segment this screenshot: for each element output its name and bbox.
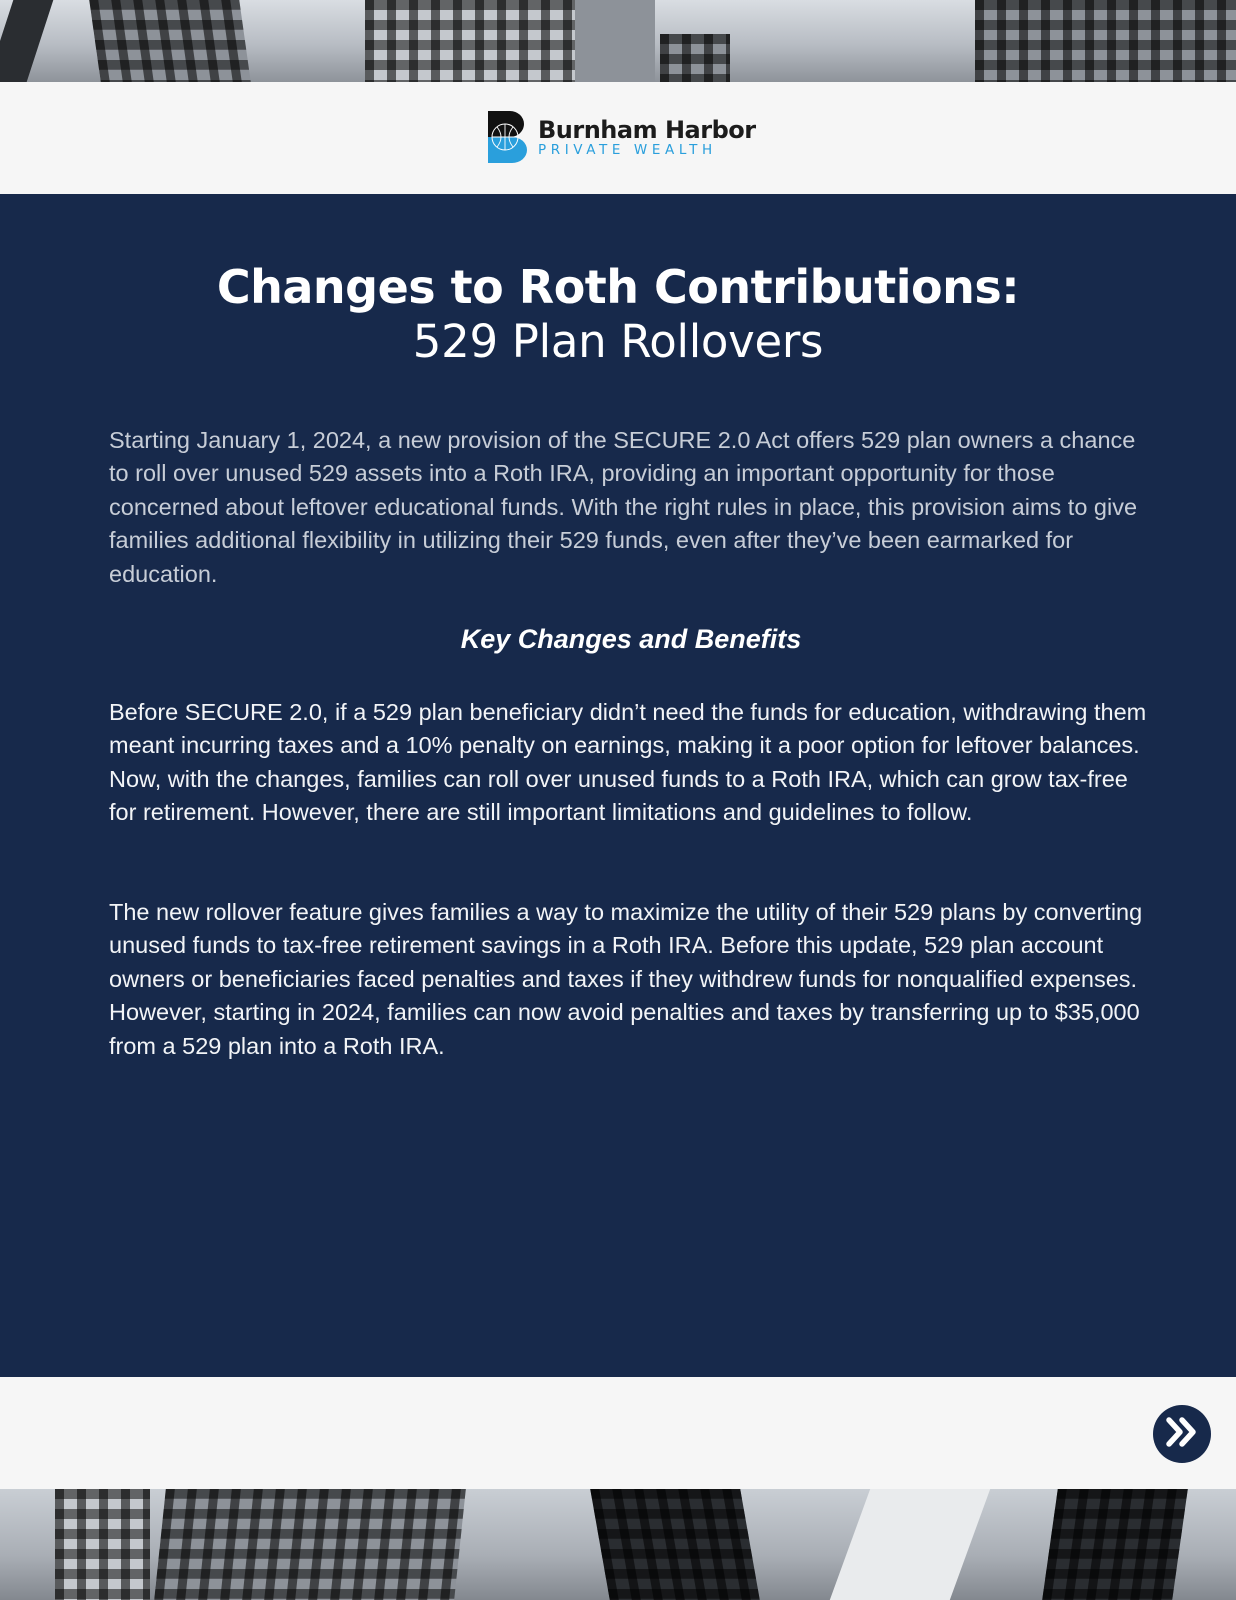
logo-band	[0, 82, 1236, 194]
intro-paragraph: Starting January 1, 2024, a new provision of the SECURE 2.0 Act offers 529 plan owners a chance to roll over unused 529 assets into a Roth IRA, providing an important opportunity for those concerned about leftover educational funds. With the right rules in place, this provision aims to give families additional flexibility in utilizing their 529 funds, even after they’ve been earmarked for education.	[109, 427, 1138, 587]
building-shape	[660, 34, 730, 82]
title-main: Changes to Roth Contributions:	[216, 260, 1020, 314]
content-panel	[0, 194, 1236, 1377]
brand-logo[interactable]	[488, 111, 756, 163]
building-shape	[1042, 1489, 1188, 1600]
header-city-photo	[0, 0, 1236, 82]
brand-name: Burnham Harbor	[538, 116, 756, 144]
building-shape	[575, 0, 655, 82]
building-shape	[830, 1489, 990, 1600]
page-title	[0, 260, 1236, 370]
building-shape	[154, 1489, 466, 1600]
double-chevron-right-icon	[1164, 1416, 1200, 1453]
building-shape	[55, 1489, 150, 1600]
next-page-button[interactable]	[1153, 1405, 1211, 1463]
footer-band	[0, 1377, 1236, 1489]
building-shape	[975, 0, 1236, 82]
building-shape	[89, 0, 251, 82]
building-shape	[365, 0, 575, 82]
brand-tagline: PRIVATE WEALTH	[538, 142, 717, 158]
logo-mark-icon	[488, 111, 532, 163]
body-paragraph: The new rollover feature gives families a way to maximize the utility of their 529 plans by converting unused funds to tax-free retirement savings in a Roth IRA. Before this update, 529 plan account owners or beneficiaries faced penalties and taxes if they withdrew funds for nonqualified expenses. However, starting in 2024, families can now avoid penalties and taxes by transferring up to $35,000 from a 529 plan into a Roth IRA.	[109, 899, 1143, 1059]
footer-city-photo	[0, 1489, 1236, 1600]
building-shape	[0, 0, 53, 82]
title-subtitle: 529 Plan Rollovers	[412, 315, 824, 368]
section-heading: Key Changes and Benefits	[460, 624, 802, 654]
body-paragraph: Before SECURE 2.0, if a 529 plan beneficiary didn’t need the funds for education, withdrawing them meant incurring taxes and a 10% penalty on earnings, making it a poor option for leftover balances. Now, with the changes, families can roll over unused funds to a Roth IRA, which can grow tax-free for retirement. However, there are still important limitations and guidelines to follow.	[109, 699, 1147, 826]
building-shape	[590, 1489, 760, 1600]
